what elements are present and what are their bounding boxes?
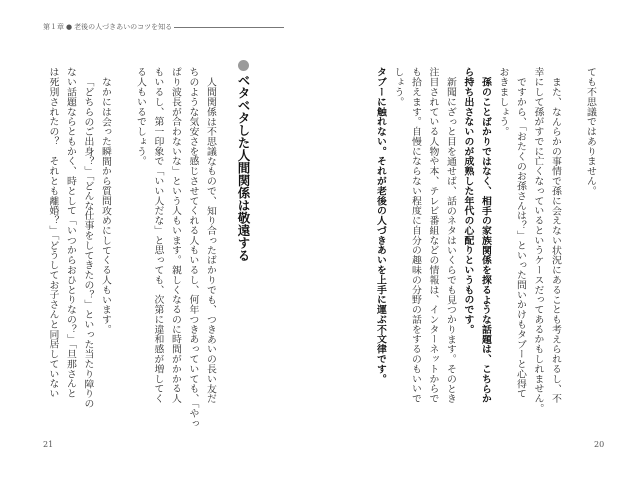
text-line: ぱり波長が合わないな」という人もいます。親しくなるのに時間がかかる人 [170, 67, 181, 404]
text-line: も拾えます。自慢にならない程度に自分の趣味の分野の話をするのもいいで [410, 67, 421, 404]
text-line: ら持ち出さないのが成熟した年代の心配りというものです。 [462, 67, 474, 335]
text-line: る人もいるでしょう。 [135, 67, 146, 166]
text-line: タブーに触れない。それが老後の人づきあいを上手に運ぶ不文律です。 [375, 67, 386, 384]
text-line: ですから、「おたくのお孫さんは？」といった問いかけもタブーと心得て [515, 77, 526, 399]
text-line [117, 67, 129, 419]
chapter-title: 老後の人づきあいのコツを知る [74, 23, 173, 31]
text-line: 「どちらのご出身？」「どんな仕事をしてきたの？」といった当たり障りの [82, 77, 94, 409]
text-line: ちのような気安さを感じさせてくれる人もいるし、何年つきあっていても、「やっ [187, 67, 199, 428]
section-heading [236, 60, 251, 262]
text-line: 幸にして孫がすでに亡くなっているというケースだってあるかもしれません。 [532, 67, 544, 414]
text-line: もいるし、第一印象で「いい人だな」と思っても、次第に違和感が増してく [152, 67, 164, 404]
text-line: ない話題ならともかく、時として「いつからおひとりなの？」「旦那さんと [65, 67, 76, 399]
text-line: は死別されたの？ それとも離婚？」「どうしてお子さんと同居していない [47, 67, 59, 399]
bullet-icon [238, 60, 249, 71]
text-line: おきましょう。 [497, 67, 509, 137]
page-number-right: 20 [594, 440, 605, 449]
text-line: 人間関係は不思議なもので、知り合ったばかりでも、つきあいの長い友だ [205, 77, 216, 404]
text-line: ても不思議ではありません。 [585, 67, 596, 196]
text-line: また、なんらかの事情で孫に会えない状況にあることも考えられるし、不 [550, 77, 561, 404]
section-heading-text: ベタベタした人間関係は敬遠する [236, 74, 251, 262]
page-number-left: 21 [43, 440, 54, 449]
header-rule [174, 27, 284, 28]
text-line: 注目されている人物や本、テレビ番組などの情報は、インターネットからで [427, 67, 439, 404]
header-separator-icon: ● [66, 23, 73, 31]
text-line: なかには会った瞬間から質問攻めにしてくる人もいます。 [100, 77, 111, 335]
text-line [567, 67, 579, 419]
chapter-label: 第１章 [43, 23, 64, 31]
right-page [320, 0, 640, 480]
text-line: しょう。 [392, 67, 404, 107]
running-header [43, 22, 284, 32]
text-line: 孫のことばかりではなく、相手の家族関係を探るような話題は、こちらか [480, 77, 491, 404]
text-line: 新聞にざっと目を通せば、話のネタはいくらでも見つかります。そのとき [445, 77, 456, 404]
